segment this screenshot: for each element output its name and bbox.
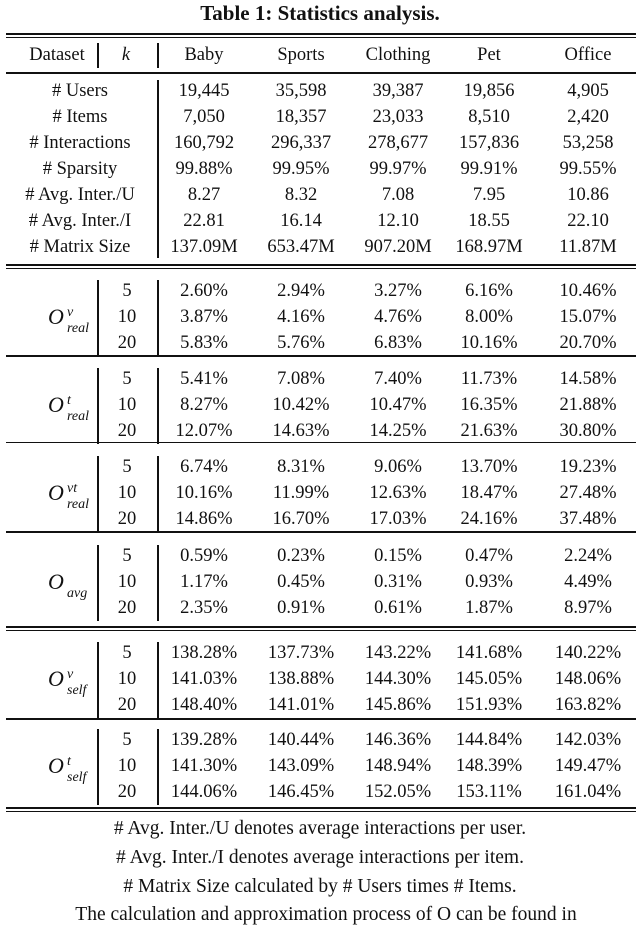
table-cell: 27.48% xyxy=(559,483,617,503)
column-divider xyxy=(97,729,99,805)
table-rule xyxy=(6,72,636,74)
group-label-base: O xyxy=(48,753,64,778)
table-cell: 8.97% xyxy=(564,598,612,618)
table-cell: 141.30% xyxy=(170,756,238,776)
table-cell: 24.16% xyxy=(460,509,518,529)
k-value: 20 xyxy=(117,509,137,529)
table-cell: 7.08 xyxy=(381,185,415,205)
table-cell: 142.03% xyxy=(554,730,622,750)
k-value: 20 xyxy=(117,695,137,715)
table-cell: 653.47M xyxy=(267,237,335,257)
table-cell: 2.94% xyxy=(277,281,325,301)
group-label-base: O xyxy=(48,480,64,505)
table-cell: 7.95 xyxy=(472,185,506,205)
stat-label: # Avg. Inter./I xyxy=(28,211,132,231)
table-cell: 10.16% xyxy=(175,483,233,503)
table-cell: 140.44% xyxy=(267,730,335,750)
table-rule xyxy=(6,718,636,720)
table-cell: 137.73% xyxy=(267,643,335,663)
table-cell: 5.76% xyxy=(277,333,325,353)
k-value: 5 xyxy=(122,546,132,566)
table-cell: 140.22% xyxy=(554,643,622,663)
group-label-subscript: real xyxy=(67,321,90,336)
table-cell: 157,836 xyxy=(458,133,520,153)
column-divider xyxy=(97,43,99,68)
table-rule xyxy=(6,264,636,266)
table-cell: 14.25% xyxy=(369,421,427,441)
table-cell: 19.23% xyxy=(559,457,617,477)
table-cell: 19,856 xyxy=(463,81,515,101)
table-cell: 7,050 xyxy=(183,107,225,127)
group-label xyxy=(48,392,90,424)
table-cell: 168.97M xyxy=(455,237,523,257)
table-cell: 163.82% xyxy=(554,695,622,715)
column-header: Pet xyxy=(477,45,501,65)
table-rule xyxy=(6,355,636,357)
group-label xyxy=(48,569,88,601)
table-cell: 6.83% xyxy=(374,333,422,353)
table-rule xyxy=(6,33,636,35)
table-cell: 14.86% xyxy=(175,509,233,529)
table-cell: 2.24% xyxy=(564,546,612,566)
table-cell: 146.45% xyxy=(267,782,335,802)
table-cell: 145.05% xyxy=(455,669,523,689)
stat-label: # Avg. Inter./U xyxy=(25,185,135,205)
column-divider xyxy=(157,368,159,444)
table-cell: 13.70% xyxy=(460,457,518,477)
stat-label: # Users xyxy=(51,81,109,101)
table-cell: 3.27% xyxy=(374,281,422,301)
table-rule xyxy=(6,37,636,38)
table-cell: 9.06% xyxy=(374,457,422,477)
column-header: Clothing xyxy=(365,45,431,65)
stat-label: # Interactions xyxy=(29,133,131,153)
group-label-subscript: real xyxy=(67,497,90,512)
column-divider xyxy=(97,280,99,356)
table-cell: 151.93% xyxy=(455,695,523,715)
k-value: 20 xyxy=(117,333,137,353)
table-rule xyxy=(6,268,636,269)
table-cell: 20.70% xyxy=(559,333,617,353)
table-cell: 8.32 xyxy=(284,185,318,205)
table-rule xyxy=(6,626,636,628)
k-value: 10 xyxy=(117,307,137,327)
group-label-base: O xyxy=(48,569,64,594)
column-header: Sports xyxy=(277,45,325,65)
stat-label: # Sparsity xyxy=(42,159,118,179)
table-cell: 11.87M xyxy=(559,237,617,257)
group-label-subscript: avg xyxy=(67,586,88,601)
table-cell: 99.91% xyxy=(460,159,518,179)
group-label-superscript: t xyxy=(67,393,71,408)
group-label-subscript: self xyxy=(67,683,87,698)
table-cell: 4,905 xyxy=(567,81,609,101)
table-cell: 99.88% xyxy=(175,159,233,179)
table-cell: 37.48% xyxy=(559,509,617,529)
table-cell: 143.09% xyxy=(267,756,335,776)
k-value: 10 xyxy=(117,669,137,689)
table-cell: 16.14 xyxy=(280,211,322,231)
table-cell: 10.86 xyxy=(567,185,609,205)
table-cell: 148.94% xyxy=(364,756,432,776)
stat-label: # Items xyxy=(52,107,108,127)
table-cell: 161.04% xyxy=(554,782,622,802)
table-rule xyxy=(6,630,636,631)
table-cell: 2.60% xyxy=(180,281,228,301)
table-cell: 0.61% xyxy=(374,598,422,618)
table-cell: 6.16% xyxy=(465,281,513,301)
k-value: 10 xyxy=(117,572,137,592)
table-cell: 99.97% xyxy=(369,159,427,179)
table-cell: 12.07% xyxy=(175,421,233,441)
column-divider xyxy=(157,545,159,621)
table-cell: 23,033 xyxy=(372,107,424,127)
group-label-subscript: self xyxy=(67,770,87,785)
column-divider xyxy=(157,456,159,532)
table-cell: 152.05% xyxy=(364,782,432,802)
table-cell: 8.31% xyxy=(277,457,325,477)
group-label-base: O xyxy=(48,392,64,417)
table-cell: 10.42% xyxy=(272,395,330,415)
table-cell: 99.95% xyxy=(272,159,330,179)
k-value: 5 xyxy=(122,369,132,389)
column-divider xyxy=(157,43,159,68)
table-cell: 10.46% xyxy=(559,281,617,301)
table-cell: 11.99% xyxy=(272,483,330,503)
table-cell: 141.68% xyxy=(455,643,523,663)
table-cell: 907.20M xyxy=(364,237,432,257)
table-cell: 8.27% xyxy=(180,395,228,415)
table-cell: 139.28% xyxy=(170,730,238,750)
column-divider xyxy=(157,80,159,258)
table-cell: 14.58% xyxy=(559,369,617,389)
table-cell: 14.63% xyxy=(272,421,330,441)
table-cell: 146.36% xyxy=(364,730,432,750)
column-header: Baby xyxy=(184,45,224,65)
table-cell: 12.10 xyxy=(377,211,419,231)
table-cell: 21.63% xyxy=(460,421,518,441)
group-label xyxy=(48,666,87,698)
k-value: 5 xyxy=(122,643,132,663)
table-cell: 137.09M xyxy=(170,237,238,257)
column-divider xyxy=(157,729,159,805)
table-cell: 30.80% xyxy=(559,421,617,441)
table-cell: 160,792 xyxy=(173,133,235,153)
table-cell: 149.47% xyxy=(554,756,622,776)
column-divider xyxy=(97,456,99,532)
table-cell: 148.06% xyxy=(554,669,622,689)
table-cell: 19,445 xyxy=(178,81,230,101)
table-rule xyxy=(6,442,636,443)
k-value: 5 xyxy=(122,730,132,750)
table-cell: 138.88% xyxy=(267,669,335,689)
group-label-base: O xyxy=(48,304,64,329)
k-value: 10 xyxy=(117,395,137,415)
column-header: Office xyxy=(564,45,612,65)
table-cell: 148.40% xyxy=(170,695,238,715)
table-cell: 10.47% xyxy=(369,395,427,415)
table-cell: 11.73% xyxy=(460,369,518,389)
group-label-base: O xyxy=(48,666,64,691)
column-divider xyxy=(157,642,159,718)
table-caption: Table 1: Statistics analysis. xyxy=(200,1,440,25)
table-cell: 4.16% xyxy=(277,307,325,327)
table-cell: 153.11% xyxy=(456,782,522,802)
table-cell: 15.07% xyxy=(559,307,617,327)
table-rule xyxy=(6,531,636,533)
table-cell: 39,387 xyxy=(372,81,424,101)
header-k: k xyxy=(121,45,131,65)
group-label xyxy=(48,480,90,512)
table-footnote: # Matrix Size calculated by # Users times # Items. xyxy=(123,876,517,897)
table-cell: 0.91% xyxy=(277,598,325,618)
header-dataset: Dataset xyxy=(29,45,85,65)
table-cell: 2,420 xyxy=(567,107,609,127)
table-cell: 22.10 xyxy=(567,211,609,231)
k-value: 5 xyxy=(122,457,132,477)
table-cell: 6.74% xyxy=(180,457,228,477)
table-rule xyxy=(6,807,636,809)
stat-label: # Matrix Size xyxy=(29,237,131,257)
table-rule xyxy=(6,811,636,812)
table-cell: 18.47% xyxy=(460,483,518,503)
table-cell: 8.00% xyxy=(465,307,513,327)
table-cell: 148.39% xyxy=(455,756,523,776)
table-footnote: # Avg. Inter./U denotes average interactions per user. xyxy=(113,818,527,839)
table-cell: 141.01% xyxy=(267,695,335,715)
table-cell: 0.31% xyxy=(374,572,422,592)
group-label-superscript: v xyxy=(67,305,74,320)
table-cell: 296,337 xyxy=(270,133,332,153)
table-cell: 278,677 xyxy=(367,133,429,153)
table-cell: 8,510 xyxy=(468,107,510,127)
group-label-subscript: real xyxy=(67,409,90,424)
table-cell: 22.81 xyxy=(183,211,225,231)
table-cell: 3.87% xyxy=(180,307,228,327)
k-value: 5 xyxy=(122,281,132,301)
table-footnote: The calculation and approximation process of O can be found in xyxy=(75,904,577,925)
table-cell: 7.40% xyxy=(374,369,422,389)
table-cell: 0.23% xyxy=(277,546,325,566)
column-divider xyxy=(97,368,99,444)
table-cell: 143.22% xyxy=(364,643,432,663)
table-cell: 18,357 xyxy=(275,107,327,127)
table-footnote: # Avg. Inter./I denotes average interactions per item. xyxy=(116,847,524,868)
group-label-superscript: vt xyxy=(67,481,78,496)
table-cell: 21.88% xyxy=(559,395,617,415)
table-cell: 0.45% xyxy=(277,572,325,592)
column-divider xyxy=(157,280,159,356)
table-cell: 0.93% xyxy=(465,572,513,592)
table-cell: 53,258 xyxy=(562,133,614,153)
group-label-superscript: v xyxy=(67,667,74,682)
table-cell: 144.30% xyxy=(364,669,432,689)
table-cell: 4.49% xyxy=(564,572,612,592)
table-cell: 0.59% xyxy=(180,546,228,566)
table-cell: 1.17% xyxy=(180,572,228,592)
table-cell: 141.03% xyxy=(170,669,238,689)
group-label xyxy=(48,753,87,785)
column-divider xyxy=(97,545,99,621)
k-value: 10 xyxy=(117,483,137,503)
k-value: 20 xyxy=(117,421,137,441)
group-label-superscript: t xyxy=(67,754,71,769)
table-cell: 8.27 xyxy=(187,185,221,205)
table-cell: 0.15% xyxy=(374,546,422,566)
table-cell: 99.55% xyxy=(559,159,617,179)
table-cell: 5.83% xyxy=(180,333,228,353)
table-cell: 17.03% xyxy=(369,509,427,529)
table-cell: 16.35% xyxy=(460,395,518,415)
k-value: 20 xyxy=(117,598,137,618)
k-value: 10 xyxy=(117,756,137,776)
table-cell: 0.47% xyxy=(465,546,513,566)
table-cell: 1.87% xyxy=(465,598,513,618)
table-cell: 16.70% xyxy=(272,509,330,529)
table-cell: 12.63% xyxy=(369,483,427,503)
table-cell: 144.84% xyxy=(455,730,523,750)
table-cell: 5.41% xyxy=(180,369,228,389)
table-cell: 2.35% xyxy=(180,598,228,618)
column-divider xyxy=(97,642,99,718)
table-cell: 35,598 xyxy=(275,81,327,101)
table-cell: 4.76% xyxy=(374,307,422,327)
table-cell: 10.16% xyxy=(460,333,518,353)
group-label xyxy=(48,304,90,336)
k-value: 20 xyxy=(117,782,137,802)
table-cell: 18.55 xyxy=(468,211,510,231)
table-cell: 144.06% xyxy=(170,782,238,802)
table-cell: 7.08% xyxy=(277,369,325,389)
table-cell: 145.86% xyxy=(364,695,432,715)
table-cell: 138.28% xyxy=(170,643,238,663)
